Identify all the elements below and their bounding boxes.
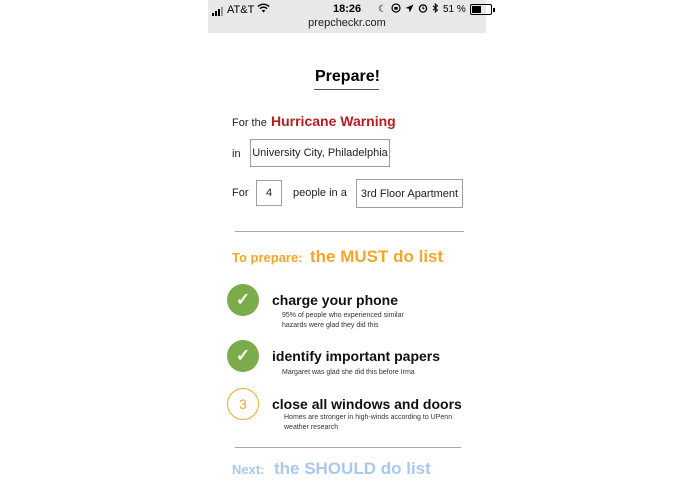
- battery-percent: 51 %: [442, 4, 466, 15]
- alarm-icon: [418, 3, 428, 16]
- must-section-prefix: To prepare:: [232, 250, 303, 265]
- status-bar-left: [212, 3, 270, 16]
- bluetooth-icon: [432, 3, 439, 16]
- warning-type[interactable]: Hurricane Warning: [271, 113, 396, 129]
- battery-icon: [470, 4, 492, 15]
- divider: [235, 447, 461, 448]
- check-icon[interactable]: ✓: [227, 340, 259, 372]
- page-title: Prepare!: [315, 68, 380, 85]
- should-section-title[interactable]: the SHOULD do list: [274, 459, 431, 478]
- location-icon: [405, 4, 414, 16]
- task-note: hazards were glad they did this: [282, 322, 379, 329]
- location-field[interactable]: University City, Philadelphia: [250, 139, 390, 167]
- task-title[interactable]: close all windows and doors: [272, 396, 462, 412]
- must-section-title: the MUST do list: [310, 247, 444, 266]
- status-bar-right: [378, 3, 495, 16]
- task-title[interactable]: identify important papers: [272, 348, 441, 364]
- task-note: Homes are stronger in high-winds according to UPenn: [284, 414, 453, 421]
- in-label: in: [232, 148, 241, 160]
- for-the-label: For the: [232, 117, 267, 129]
- for-label: For: [232, 187, 249, 199]
- dwelling-field[interactable]: 3rd Floor Apartment: [356, 179, 463, 208]
- task-note: 95% of people who experienced similar: [282, 312, 404, 319]
- status-time: 18:26: [333, 3, 362, 15]
- divider: [235, 231, 464, 232]
- check-icon[interactable]: ✓: [227, 284, 259, 316]
- people-count-field[interactable]: 4: [256, 180, 282, 206]
- carrier-label: AT&T: [227, 3, 255, 16]
- task-note: Margaret was glad she did this before Irma: [282, 369, 415, 376]
- title-underline: [314, 89, 379, 90]
- lock-rotation-icon: [391, 3, 401, 16]
- url-bar[interactable]: prepcheckr.com: [308, 17, 386, 29]
- signal-icon: [212, 4, 224, 16]
- people-in-a-label: people in a: [293, 187, 347, 199]
- moon-icon: ☾: [378, 4, 387, 15]
- should-section-prefix: Next:: [232, 462, 265, 477]
- step-number-badge[interactable]: 3: [227, 388, 259, 420]
- task-note: weather research: [284, 424, 339, 431]
- task-title[interactable]: charge your phone: [272, 292, 399, 308]
- wifi-icon: [257, 3, 270, 16]
